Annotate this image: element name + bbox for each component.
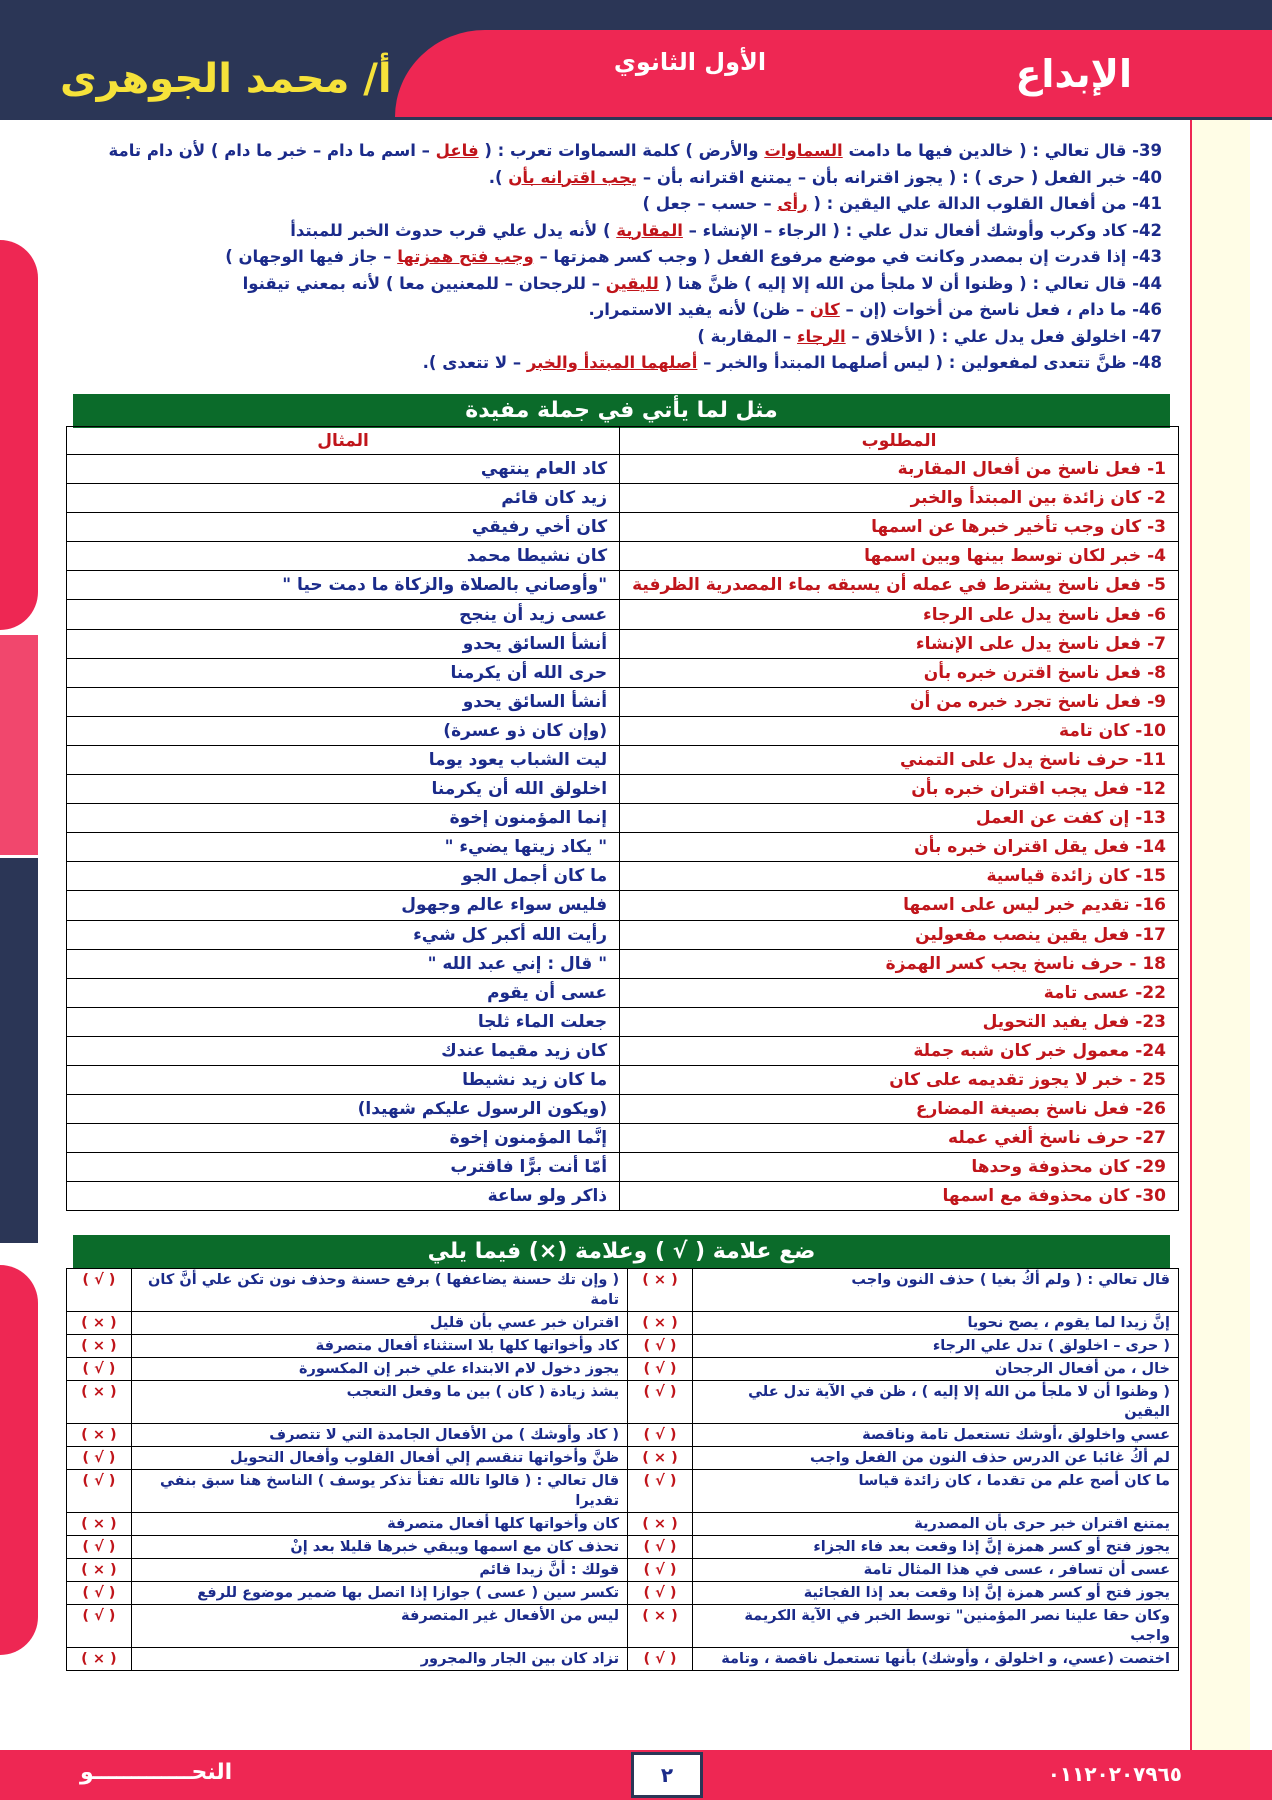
table-row (67, 1182, 1179, 1211)
table-row (67, 920, 1179, 949)
table-row (67, 542, 1179, 571)
page-number: ٢ (631, 1752, 703, 1798)
statement-text: والأرض ) كلمة السماوات تعرب : ( (478, 141, 765, 160)
statement-cell: يجوز فتح أو كسر همزة إنَّ إذا وقعت بعد فاء الجزاء (692, 1536, 1178, 1559)
statement-line (122, 191, 1162, 218)
statement-text: – للرجحان – للمعنيين معا ) لأنه بمعني تيقنوا (242, 273, 606, 293)
series-title: الإبداع (1015, 52, 1132, 96)
example-cell: إنَّما المؤمنون إخوة (67, 1124, 620, 1153)
answer-mark: ( × ) (628, 1513, 693, 1536)
statement-line (122, 244, 1162, 271)
required-cell: 24- معمول خبر كان شبه جملة (620, 1036, 1179, 1065)
table-row (67, 1424, 1179, 1447)
statement-answer: لليقين (605, 273, 659, 293)
answer-mark: ( × ) (67, 1381, 132, 1424)
table-row (67, 1358, 1179, 1381)
required-cell: 11- حرف ناسخ يدل على التمني (620, 745, 1179, 774)
required-cell: 6- فعل ناسخ يدل على الرجاء (620, 600, 1179, 629)
table-row (67, 1124, 1179, 1153)
statement-cell: وكان حقا علينا نصر المؤمنين" توسط الخبر في الآية الكريمة واجب (692, 1605, 1178, 1648)
required-cell: 17- فعل يقين ينصب مفعولين (620, 920, 1179, 949)
answer-mark: ( √ ) (628, 1424, 693, 1447)
table-row (67, 891, 1179, 920)
answer-mark: ( √ ) (67, 1605, 132, 1648)
table-row (67, 1036, 1179, 1065)
table-row (67, 1470, 1179, 1513)
answer-mark: ( × ) (628, 1605, 693, 1648)
statement-cell: ليس من الأفعال غير المتصرفة (131, 1605, 627, 1648)
table-row (67, 1153, 1179, 1182)
statement-cell: لم أكُ غائبا عن الدرس حذف النون من الفعل واجب (692, 1447, 1178, 1470)
table-row (67, 629, 1179, 658)
required-cell: 26- فعل ناسخ بصيغة المضارع (620, 1095, 1179, 1124)
example-cell: (ويكون الرسول عليكم شهيدا) (67, 1095, 620, 1124)
table-row (67, 1559, 1179, 1582)
answer-mark: ( × ) (628, 1447, 693, 1470)
footer-phone: ٠١١٢٠٢٠٧٩٦٥ (1047, 1762, 1182, 1786)
examples-banner: مثل لما يأتي في جملة مفيدة (73, 394, 1170, 428)
statement-text: 39- قال تعالي : ( خالدين فيها ما دامت (842, 141, 1162, 160)
answer-mark: ( √ ) (67, 1269, 132, 1312)
statement-answer: رأى (777, 194, 808, 213)
required-cell: 15- كان زائدة قياسية (620, 862, 1179, 891)
statement-cell: إنَّ زيدا لما يقوم ، يصح نحويا (692, 1312, 1178, 1335)
statement-cell: قال تعالي : ( ولم أكُ بغيا ) حذف النون واجب (692, 1269, 1178, 1312)
header-example: المثال (67, 427, 620, 455)
required-cell: 10- كان تامة (620, 716, 1179, 745)
required-cell: 12- فعل يجب اقتران خبره بأن (620, 775, 1179, 804)
statement-line (122, 271, 1162, 298)
statement-text: – لا تتعدى ). (422, 353, 527, 372)
statement-cell: تكسر سين ( عسى ) جوازا إذا اتصل بها ضمير موضوع للرفع (131, 1582, 627, 1605)
table-row (67, 1007, 1179, 1036)
table-row (67, 1312, 1179, 1335)
statement-answer: كان (809, 300, 840, 319)
example-cell: رأيت الله أكبر كل شيء (67, 920, 620, 949)
answer-mark: ( × ) (67, 1648, 132, 1671)
table-row (67, 1447, 1179, 1470)
table-row (67, 775, 1179, 804)
required-cell: 1- فعل ناسخ من أفعال المقاربة (620, 455, 1179, 484)
statement-line (122, 165, 1162, 192)
example-cell: عسى أن يقوم (67, 978, 620, 1007)
required-cell: 4- خبر لكان توسط بينها وبين اسمها (620, 542, 1179, 571)
statement-cell: كان وأخواتها كلها أفعال متصرفة (131, 1513, 627, 1536)
example-cell: ما كان أجمل الجو (67, 862, 620, 891)
statement-text: 44- قال تعالي : ( وظنوا أن لا ملجأ من الله إلا إليه ) ظنَّ هنا ( (658, 273, 1162, 293)
statement-cell: يشذ زيادة ( كان ) بين ما وفعل التعجب (131, 1381, 627, 1424)
example-cell: كان نشيطا محمد (67, 542, 620, 571)
required-cell: 2- كان زائدة بين المبتدأ والخبر (620, 484, 1179, 513)
answer-mark: ( √ ) (67, 1358, 132, 1381)
statement-cell: ( وإن تك حسنة يضاعفها ) برفع حسنة وحذف نون تكن علي أنَّ كان تامة (131, 1269, 627, 1312)
required-cell: 5- فعل ناسخ يشترط في عمله أن يسبقه بماء المصدرية الظرفية (620, 571, 1179, 600)
example-cell: جعلت الماء ثلجا (67, 1007, 620, 1036)
required-cell: 23- فعل يفيد التحويل (620, 1007, 1179, 1036)
table-row (67, 745, 1179, 774)
table-row (67, 1065, 1179, 1094)
statement-cell: عسي واخلولق ،أوشك تستعمل تامة وناقصة (692, 1424, 1178, 1447)
example-cell: " قال : إني عبد الله " (67, 949, 620, 978)
statement-cell: عسى أن تسافر ، عسى في هذا المثال تامة (692, 1559, 1178, 1582)
table-row (67, 455, 1179, 484)
statement-text: – المقاربة ) (697, 326, 798, 346)
statement-cell: يجوز فتح أو كسر همزة إنَّ إذا وقعت بعد إذا الفجائية (692, 1582, 1178, 1605)
statement-text: – جاز فيها الوجهان ) (225, 247, 398, 266)
answer-mark: ( × ) (67, 1424, 132, 1447)
statement-cell: ( كاد وأوشك ) من الأفعال الجامدة التي لا تتصرف (131, 1424, 627, 1447)
table-header-row (67, 427, 1179, 455)
table-row (67, 1269, 1179, 1312)
example-cell: أمّا أنت برًّا فاقترب (67, 1153, 620, 1182)
table-row (67, 658, 1179, 687)
statement-cell: خال ، من أفعال الرجحان (692, 1358, 1178, 1381)
statement-cell: ما كان أصح علم من تقدما ، كان زائدة قياسا (692, 1470, 1178, 1513)
answer-mark: ( × ) (628, 1312, 693, 1335)
statement-line (122, 297, 1162, 324)
example-cell: ذاكر ولو ساعة (67, 1182, 620, 1211)
teacher-name: أ/ محمد الجوهرى (60, 56, 392, 102)
answer-mark: ( × ) (67, 1335, 132, 1358)
table-row (67, 949, 1179, 978)
statement-answer: السماوات (764, 141, 843, 160)
left-strip (0, 1265, 38, 1655)
example-cell: ليت الشباب يعود يوما (67, 745, 620, 774)
required-cell: 30- كان محذوفة مع اسمها (620, 1182, 1179, 1211)
statement-text: ). (488, 167, 509, 187)
required-cell: 3- كان وجب تأخير خبرها عن اسمها (620, 513, 1179, 542)
example-cell: عسى زيد أن ينجح (67, 600, 620, 629)
statement-cell: قال تعالي : ( قالوا تالله تفتأ تذكر يوسف ) الناسخ هنا سبق بنفي تقديرا (131, 1470, 627, 1513)
examples-table (66, 426, 1179, 1211)
footer-subject: النحـــــــــــــو (80, 1760, 233, 1785)
left-strip (0, 635, 38, 855)
statement-text: 42- كاد وكرب وأوشك أفعال تدل علي : ( الرجاء – الإنشاء – (682, 220, 1162, 240)
table-row (67, 716, 1179, 745)
answer-mark: ( × ) (67, 1559, 132, 1582)
statement-cell: ( وظنوا أن لا ملجأ من الله إلا إليه ) ، ظن في الآية تدل علي اليقين (692, 1381, 1178, 1424)
required-cell: 7- فعل ناسخ يدل على الإنشاء (620, 629, 1179, 658)
answer-mark: ( × ) (67, 1312, 132, 1335)
required-cell: 25 - خبر لا يجوز تقديمه على كان (620, 1065, 1179, 1094)
statement-line (108, 138, 1162, 165)
header-pink-band (395, 30, 1272, 117)
table-row (67, 1513, 1179, 1536)
required-cell: 18 - حرف ناسخ يجب كسر الهمزة (620, 949, 1179, 978)
statement-line (122, 218, 1162, 245)
answer-mark: ( √ ) (67, 1470, 132, 1513)
answer-mark: ( √ ) (67, 1582, 132, 1605)
table-row (67, 1648, 1179, 1671)
grade-title: الأول الثانوي (613, 48, 767, 76)
answer-mark: ( √ ) (628, 1536, 693, 1559)
answer-mark: ( √ ) (628, 1381, 693, 1424)
answer-mark: ( √ ) (628, 1559, 693, 1582)
required-cell: 16- تقديم خبر ليس على اسمها (620, 891, 1179, 920)
required-cell: 27- حرف ناسخ ألغي عمله (620, 1124, 1179, 1153)
required-cell: 22- عسى تامة (620, 978, 1179, 1007)
example-cell: كان زيد مقيما عندك (67, 1036, 620, 1065)
required-cell: 8- فعل ناسخ اقترن خبره بأن (620, 658, 1179, 687)
truefalse-table (66, 1268, 1179, 1671)
table-row (67, 1582, 1179, 1605)
example-cell: كان أخي رفيقي (67, 513, 620, 542)
statement-text: ) لأنه يدل علي قرب حدوث الخبر للمبتدأ (290, 220, 617, 240)
table-row (67, 1335, 1179, 1358)
truefalse-banner: ضع علامة ( √ ) وعلامة (×) فيما يلي (73, 1235, 1170, 1269)
table-row (67, 804, 1179, 833)
statement-text: – اسم ما دام – خبر ما دام ) لأن دام تامة (108, 141, 436, 160)
table-row (67, 862, 1179, 891)
answer-mark: ( √ ) (628, 1648, 693, 1671)
example-cell: كاد العام ينتهي (67, 455, 620, 484)
table-row (67, 1536, 1179, 1559)
example-cell: ما كان زيد نشيطا (67, 1065, 620, 1094)
left-strip (0, 858, 38, 1243)
statement-cell: يمتنع اقتران خبر حرى بأن المصدرية (692, 1513, 1178, 1536)
example-cell: (وإن كان ذو عسرة) (67, 716, 620, 745)
answer-mark: ( √ ) (628, 1335, 693, 1358)
table-row (67, 1381, 1179, 1424)
statement-cell: قولك : أنَّ زيدا قائم (131, 1559, 627, 1582)
statement-cell: تحذف كان مع اسمها ويبقي خبرها قليلا بعد إنْ (131, 1536, 627, 1559)
table-row (67, 978, 1179, 1007)
statement-answer: الرجاء (797, 326, 846, 346)
statement-text: 46- ما دام ، فعل ناسخ من أخوات (إن – (839, 300, 1162, 319)
statement-answer: يجب اقترانه بأن (508, 167, 638, 187)
statement-answer: أصلهما المبتدأ والخبر (526, 353, 698, 372)
example-cell: اخلولق الله أن يكرمنا (67, 775, 620, 804)
statement-cell: ( حرى – اخلولق ) تدل علي الرجاء (692, 1335, 1178, 1358)
statement-cell: يجوز دخول لام الابتداء علي خبر إن المكسورة (131, 1358, 627, 1381)
right-margin (1190, 120, 1250, 1760)
statement-answer: وجب فتح همزتها (397, 247, 534, 266)
table-row (67, 600, 1179, 629)
table-row (67, 571, 1179, 600)
statement-text: 43- إذا قدرت إن بمصدر وكانت في موضع مرفوع الفعل ( وجب كسر همزتها – (533, 247, 1162, 266)
example-cell: أنشأ السائق يحدو (67, 687, 620, 716)
statement-answer: فاعل (435, 141, 479, 160)
statements-list (108, 138, 1162, 377)
example-cell: أنشأ السائق يحدو (67, 629, 620, 658)
answer-mark: ( × ) (67, 1513, 132, 1536)
table-row (67, 1605, 1179, 1648)
footer-bar (0, 1750, 1272, 1800)
answer-mark: ( √ ) (628, 1470, 693, 1513)
example-cell: " يكاد زيتها يضيء " (67, 833, 620, 862)
statement-text: 40- خبر الفعل ( حرى ) : ( يجوز اقترانه بأن – يمتنع اقترانه بأن – (637, 167, 1162, 187)
statement-cell: تزاد كان بين الجار والمجرور (131, 1648, 627, 1671)
statement-text: 48- ظنَّ تتعدى لمفعولين : ( ليس أصلهما المبتدأ والخبر – (697, 353, 1162, 372)
statement-line (122, 350, 1162, 377)
answer-mark: ( √ ) (628, 1358, 693, 1381)
statement-line (122, 324, 1162, 351)
statement-cell: اختصت (عسي، و اخلولق ، وأوشك) بأنها تستعمل ناقصة ، وتامة (692, 1648, 1178, 1671)
statement-cell: ظنَّ وأخواتها تنقسم إلي أفعال القلوب وأفعال التحويل (131, 1447, 627, 1470)
header-required: المطلوب (620, 427, 1179, 455)
answer-mark: ( √ ) (67, 1536, 132, 1559)
answer-mark: ( × ) (628, 1269, 693, 1312)
statement-text: 47- اخلولق فعل يدل علي : ( الأخلاق – (845, 326, 1162, 346)
required-cell: 13- إن كفت عن العمل (620, 804, 1179, 833)
example-cell: زيد كان قائم (67, 484, 620, 513)
required-cell: 9- فعل ناسخ تجرد خبره من أن (620, 687, 1179, 716)
statement-cell: كاد وأخواتها كلها بلا استثناء أفعال متصرفة (131, 1335, 627, 1358)
table-row (67, 484, 1179, 513)
left-strip (0, 240, 38, 630)
example-cell: حرى الله أن يكرمنا (67, 658, 620, 687)
statement-answer: المقاربة (616, 220, 683, 240)
statement-text: 41- من أفعال القلوب الدالة علي اليقين : ( (807, 194, 1162, 213)
required-cell: 29- كان محذوفة وحدها (620, 1153, 1179, 1182)
table-row (67, 833, 1179, 862)
table-row (67, 513, 1179, 542)
statement-text: – ظن) لأنه يفيد الاستمرار. (588, 300, 810, 319)
example-cell: فليس سواء عالم وجهول (67, 891, 620, 920)
example-cell: إنما المؤمنون إخوة (67, 804, 620, 833)
table-row (67, 687, 1179, 716)
statement-cell: اقتران خبر عسي بأن قليل (131, 1312, 627, 1335)
table-row (67, 1095, 1179, 1124)
answer-mark: ( √ ) (628, 1582, 693, 1605)
answer-mark: ( √ ) (67, 1447, 132, 1470)
example-cell: "وأوصاني بالصلاة والزكاة ما دمت حيا " (67, 571, 620, 600)
statement-text: – حسب – جعل ) (642, 194, 778, 213)
required-cell: 14- فعل يقل اقتران خبره بأن (620, 833, 1179, 862)
